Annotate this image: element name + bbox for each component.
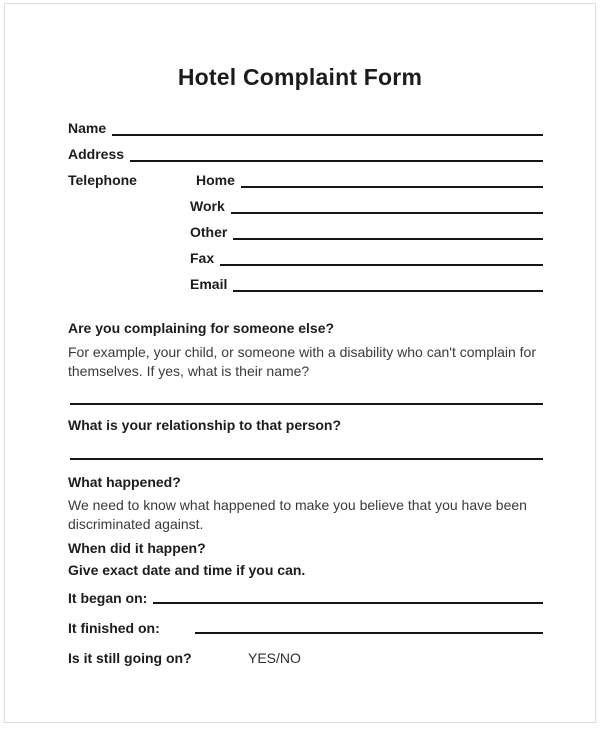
what-happened-description-line1: We need to know what happened to make you believe that you have been	[68, 497, 527, 513]
phone-email-input-line[interactable]	[233, 275, 543, 292]
what-happened-description	[68, 496, 548, 534]
began-on-input-line[interactable]	[153, 589, 543, 604]
finished-on-input-line[interactable]	[195, 619, 543, 634]
what-happened-description-line2: discriminated against.	[68, 516, 204, 532]
phone-fax-input-line[interactable]	[220, 249, 543, 266]
phone-home-label: Home	[196, 172, 235, 188]
phone-work-input-line[interactable]	[231, 197, 543, 214]
name-field-row	[68, 119, 543, 137]
finished-on-row	[68, 619, 543, 637]
when-heading: When did it happen?	[68, 540, 206, 556]
form-title: Hotel Complaint Form	[177, 64, 423, 90]
began-on-label: It began on:	[68, 590, 148, 606]
telephone-label: Telephone	[68, 172, 137, 188]
what-happened-heading: What happened?	[68, 474, 181, 490]
phone-email-label: Email	[190, 276, 228, 292]
began-on-row	[68, 589, 543, 607]
finished-on-label: It finished on:	[68, 620, 160, 636]
telephone-email-row	[190, 275, 543, 293]
name-input-line[interactable]	[112, 119, 543, 136]
address-field-row	[68, 145, 543, 163]
when-instruction: Give exact date and time if you can.	[68, 562, 306, 578]
ongoing-label: Is it still going on?	[68, 650, 192, 666]
phone-work-label: Work	[190, 198, 225, 214]
someone-else-answer-line[interactable]	[70, 387, 543, 405]
address-label: Address	[68, 146, 125, 162]
phone-fax-label: Fax	[190, 250, 215, 266]
name-label: Name	[68, 120, 107, 136]
phone-other-label: Other	[190, 224, 228, 240]
ongoing-yesno-option[interactable]: YES/NO	[248, 650, 301, 666]
telephone-home-row	[68, 171, 543, 189]
relationship-answer-line[interactable]	[70, 442, 543, 460]
phone-home-input-line[interactable]	[241, 171, 543, 188]
telephone-other-row	[190, 223, 543, 241]
someone-else-heading: Are you complaining for someone else?	[68, 320, 335, 336]
someone-else-description-line2: themselves. If yes, what is their name?	[68, 363, 310, 379]
phone-other-input-line[interactable]	[233, 223, 543, 240]
someone-else-description	[68, 343, 548, 381]
telephone-fax-row	[190, 249, 543, 267]
ongoing-row	[68, 649, 543, 667]
telephone-work-row	[190, 197, 543, 215]
address-input-line[interactable]	[130, 145, 543, 162]
someone-else-description-line1: For example, your child, or someone with a disability who can't complain for	[68, 344, 536, 360]
relationship-heading: What is your relationship to that person?	[68, 417, 342, 433]
